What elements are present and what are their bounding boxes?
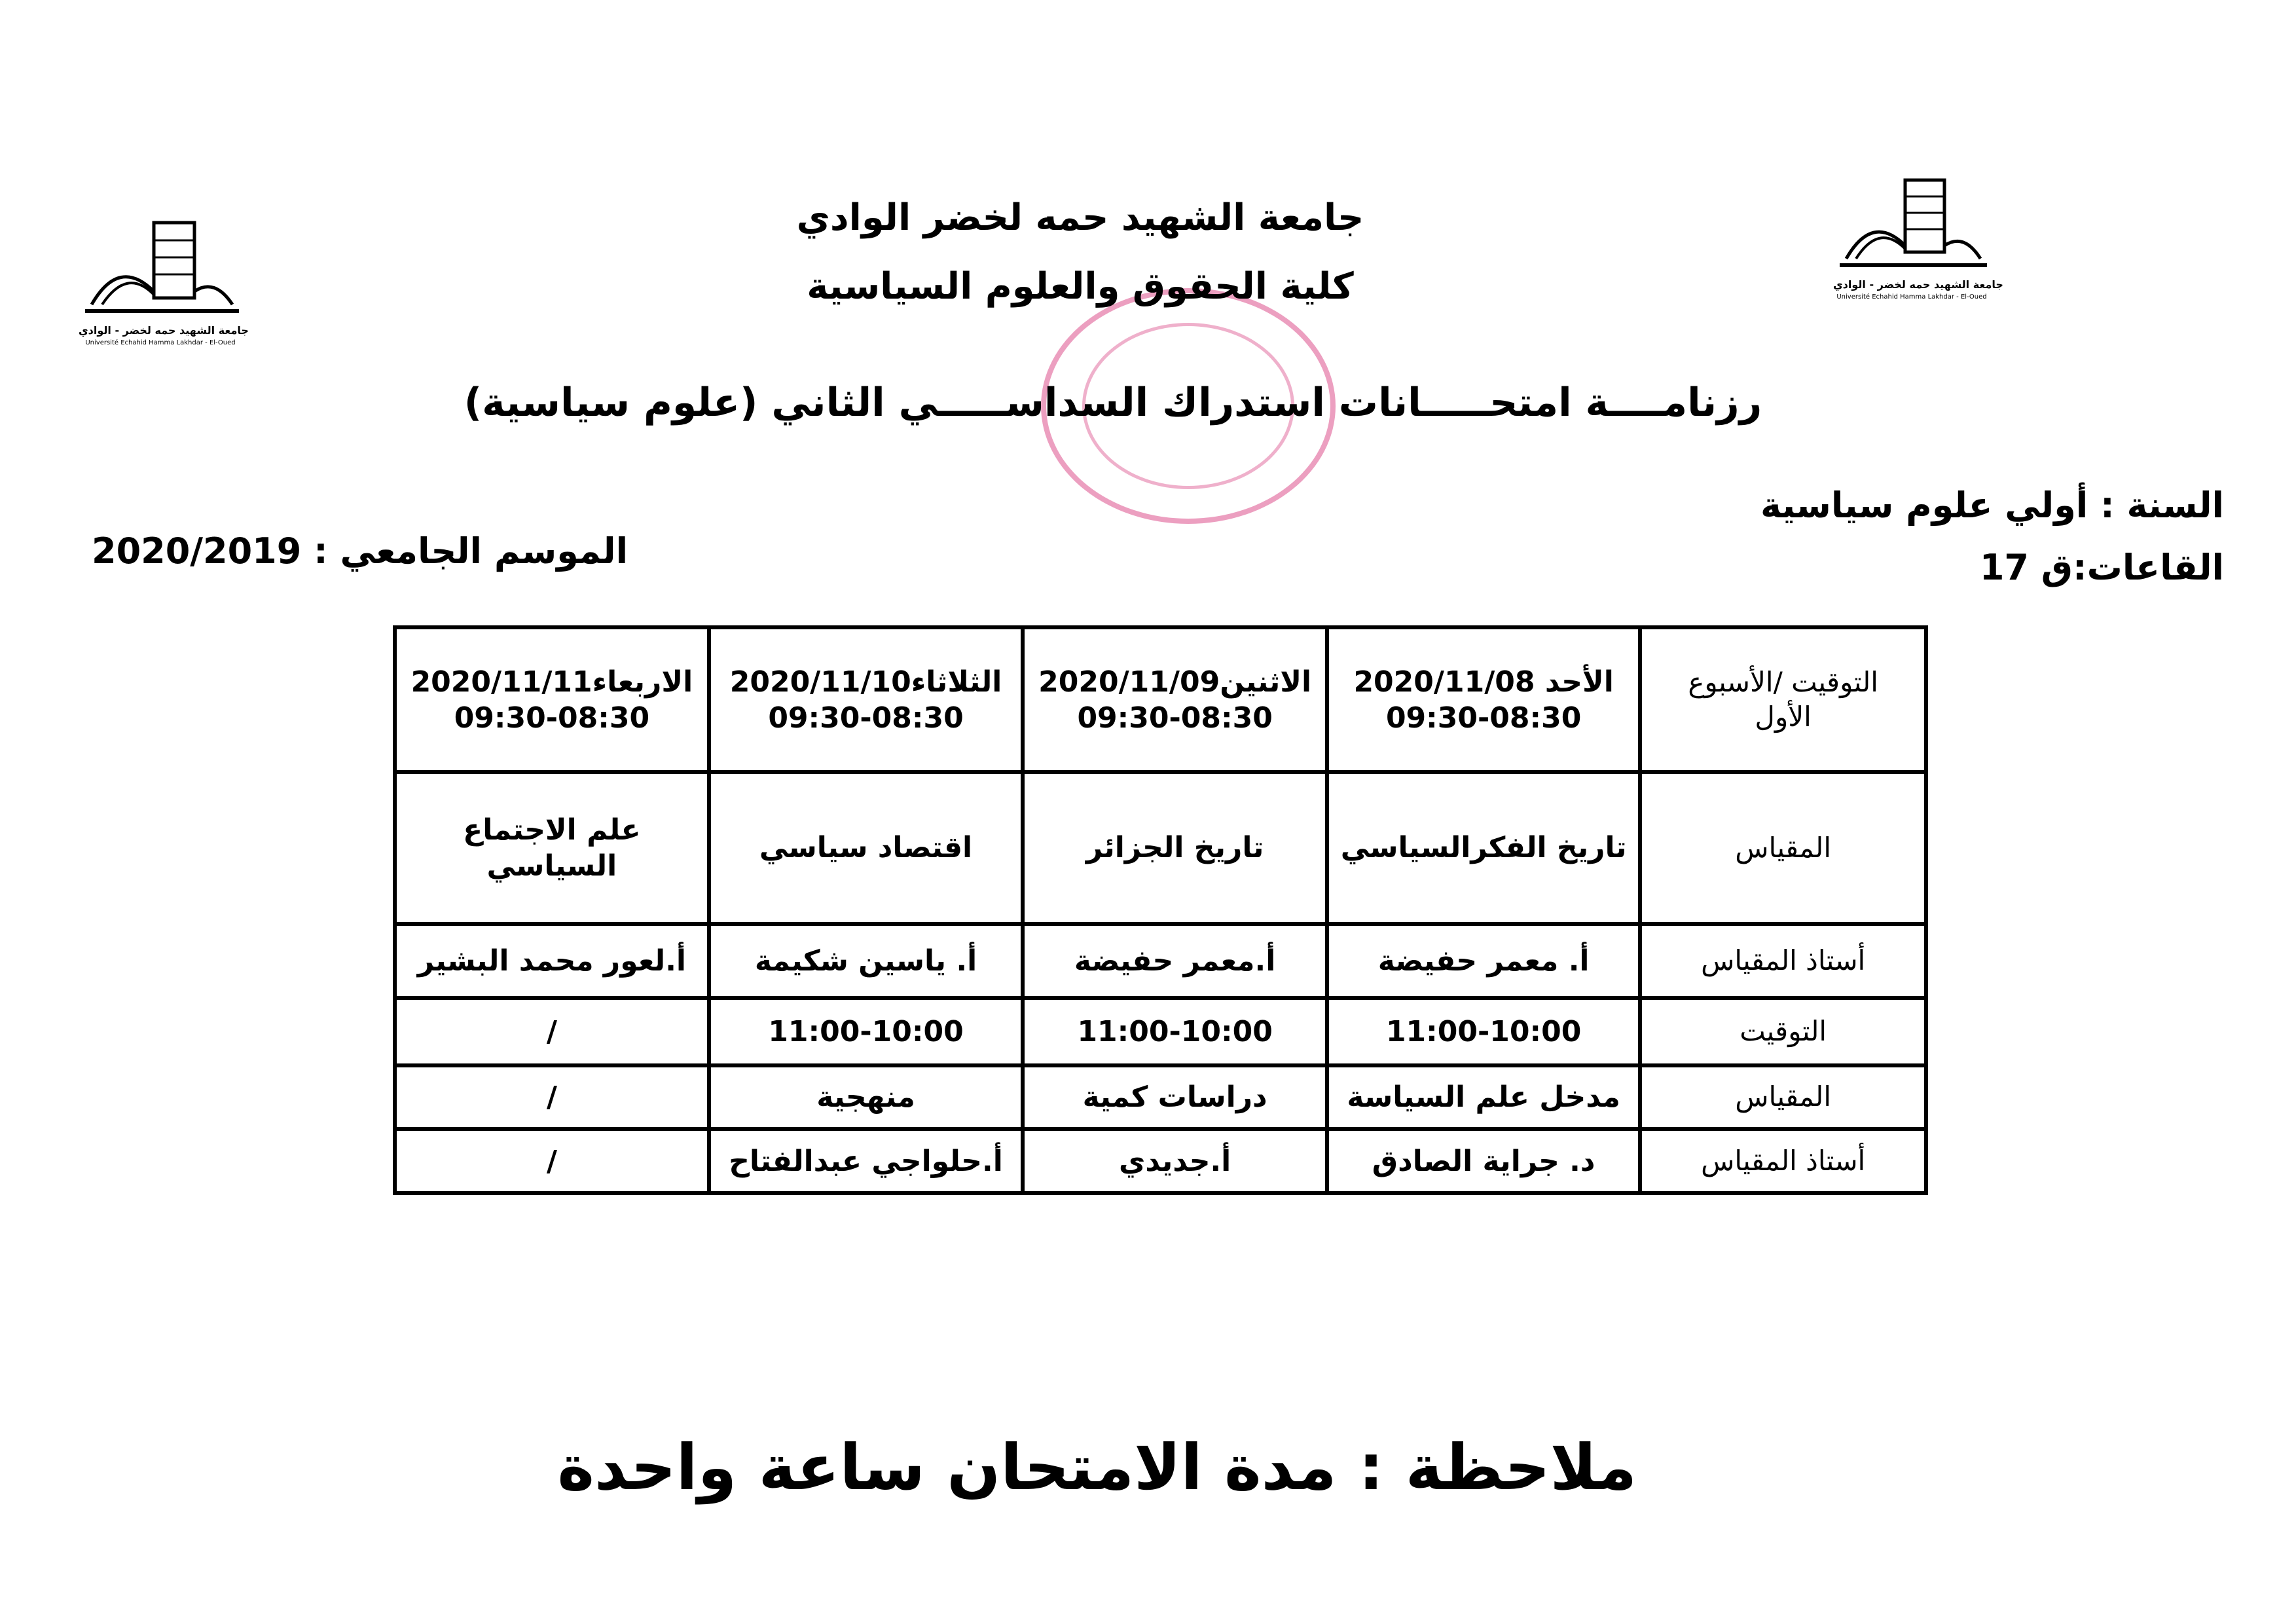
day-date: 2020/11/09 (1038, 665, 1220, 699)
logo-caption-fr: Université Echahid Hamma Lakhdar - El-Oued (85, 339, 236, 346)
teacher-cell: أ.حلواجي عبدالفتاح (709, 1129, 1023, 1193)
row-label: المقياس (1640, 1065, 1926, 1130)
time-cell: 11:00-10:00 (1023, 998, 1327, 1065)
day-header-cell (1327, 627, 1640, 772)
subject-cell: اقتصاد سياسي (709, 772, 1023, 923)
day-header-cell (395, 627, 709, 772)
subject-cell: منهجية (709, 1065, 1023, 1130)
year-line: السنة : أولي علوم سياسية (1760, 485, 2224, 526)
corner-header-cell (1640, 627, 1926, 772)
exam-schedule-table (393, 625, 1928, 1195)
day-name: الاثنين (1220, 665, 1312, 699)
building-book-icon (1833, 167, 1990, 278)
row-label: المقياس (1640, 772, 1926, 923)
subject-cell: تاريخ الجزائر (1023, 772, 1327, 923)
table-row (395, 998, 1926, 1065)
teacher-cell: أ. ياسين شكيمة (709, 924, 1023, 998)
faculty-name: كلية الحقوق والعلوم السياسية (807, 265, 1354, 308)
subject-cell: تاريخ الفكرالسياسي (1327, 772, 1640, 923)
day-time: 09:30-08:30 (768, 701, 964, 735)
row-label: أستاذ المقياس (1640, 1129, 1926, 1193)
exam-duration-note: ملاحظة : مدة الامتحان ساعة واحدة (557, 1431, 1637, 1504)
row-label: التوقيت (1640, 998, 1926, 1065)
corner-header-line1: التوقيت /الأسبوع (1688, 666, 1878, 699)
subject-line1: علم الاجتماع (463, 813, 641, 847)
season-line: الموسم الجامعي : 2020/2019 (92, 530, 629, 572)
table-row (395, 1129, 1926, 1193)
table-row (395, 627, 1926, 772)
rooms-line: القاعات:ق 17 (1979, 547, 2224, 588)
subject-cell: / (395, 1065, 709, 1130)
teacher-cell: أ. معمر حفيضة (1327, 924, 1640, 998)
table-row (395, 1065, 1926, 1130)
teacher-cell: / (395, 1129, 709, 1193)
teacher-cell: أ.معمر حفيضة (1023, 924, 1327, 998)
university-name: جامعة الشهيد حمه لخضر الوادي (796, 196, 1364, 239)
day-name: الأحد (1544, 665, 1614, 699)
time-cell: 11:00-10:00 (709, 998, 1023, 1065)
teacher-cell: د. جراية الصادق (1327, 1129, 1640, 1193)
logo-caption-fr: Université Echahid Hamma Lakhdar - El-Oued (1836, 293, 1987, 301)
day-header-cell (709, 627, 1023, 772)
day-date: 2020/11/08 (1353, 665, 1535, 699)
day-name: الثلاثاء (911, 665, 1002, 699)
teacher-cell: أ.لعور محمد البشير (395, 924, 709, 998)
table-row (395, 772, 1926, 923)
corner-header-line2: الأول (1755, 700, 1812, 733)
time-cell: 11:00-10:00 (1327, 998, 1640, 1065)
logo-caption-ar: جامعة الشهيد حمه لخضر - الوادي (79, 324, 249, 337)
day-date: 2020/11/10 (729, 665, 911, 699)
day-time: 09:30-08:30 (454, 701, 650, 735)
day-header-cell (1023, 627, 1327, 772)
table-row (395, 924, 1926, 998)
subject-cell: مدخل علم السياسة (1327, 1065, 1640, 1130)
page-title: رزنامــــة امتحـــــانات استدراك السداســـــي الثاني (علوم سياسية) (464, 380, 1762, 426)
row-label: أستاذ المقياس (1640, 924, 1926, 998)
day-date: 2020/11/11 (410, 665, 592, 699)
university-logo-right (1833, 167, 2003, 311)
day-time: 09:30-08:30 (1385, 701, 1582, 735)
day-name: الاربعاء (592, 665, 693, 699)
logo-caption-ar: جامعة الشهيد حمه لخضر - الوادي (1833, 278, 2003, 291)
day-time: 09:30-08:30 (1077, 701, 1273, 735)
time-cell: / (395, 998, 709, 1065)
building-book-icon (79, 210, 242, 324)
subject-cell: دراسات كمية (1023, 1065, 1327, 1130)
university-logo-left (79, 210, 249, 354)
subject-cell (395, 772, 709, 923)
teacher-cell: أ.جديدي (1023, 1129, 1327, 1193)
subject-line2: السياسي (486, 849, 617, 883)
